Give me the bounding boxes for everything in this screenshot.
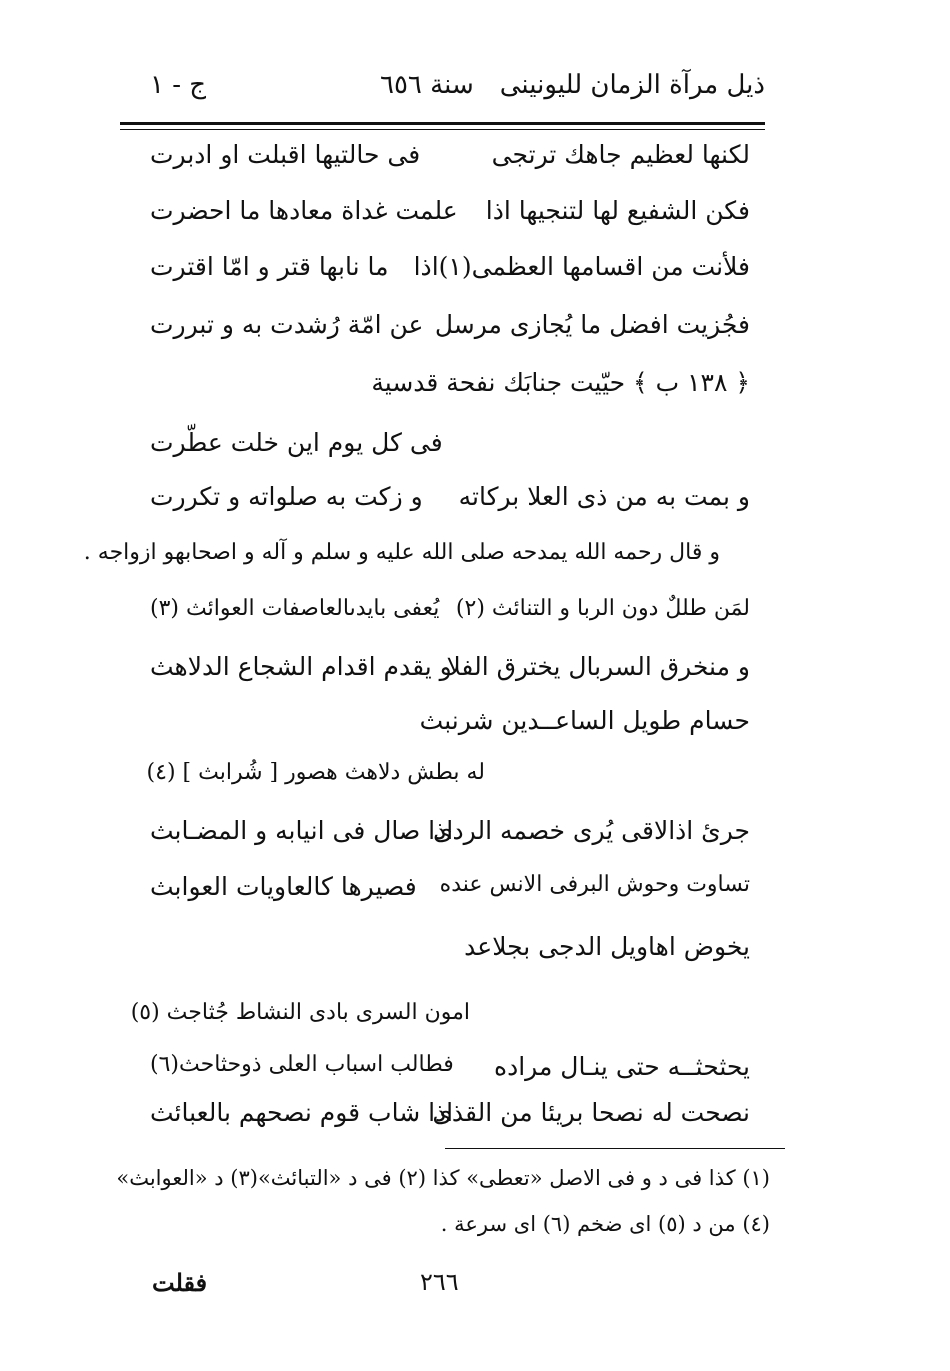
verse-4-second-hemistich: عن امّة رُشدت به و تبررت	[150, 310, 424, 339]
header-title: ذيل مرآة الزمان لليونينى	[499, 70, 765, 100]
footnote-rule	[445, 1148, 785, 1149]
verse-7-first-hemistich: و بمت به من ذى العلا بركاته	[458, 482, 750, 511]
verse-18-first-hemistich: نصحت له نصحا بريئا من القذى	[432, 1098, 750, 1127]
running-header	[125, 70, 765, 114]
footnote-line-2: (٤) من د (٥) اى ضخم (٦) اى سرعة .	[440, 1212, 770, 1236]
verse-1-first-hemistich: لكنها لعظيم جاهك ترتجى	[491, 140, 750, 169]
verse-7-second-hemistich: و زكت به صلواته و تكررت	[150, 482, 423, 511]
verse-16-line: امون السرى بادى النشاط جُثاجث (٥)	[130, 1000, 470, 1025]
verse-3-second-hemistich: ما نابها قتر و امّا اقترت	[150, 252, 389, 281]
catchword: فقلت	[152, 1268, 208, 1297]
verse-3-first-hemistich: فلأنت من اقسامها العظمى(١)اذا	[413, 252, 750, 281]
page-number: ٢٦٦	[420, 1268, 459, 1296]
verse-10-second-hemistich: و يقدم اقدام الشجاع الدلاهث	[150, 652, 452, 681]
verse-4-first-hemistich: فجُزيت افضل ما يُجازى مرسل	[434, 310, 750, 339]
verse-2-second-hemistich: علمت غداة معادها ما احضرت	[150, 196, 458, 225]
verse-12-line: له بطش دلاهث هصور [ شُرابث ] (٤)	[146, 760, 485, 785]
header-rule-thin	[120, 129, 765, 130]
verse-10-first-hemistich: و منخرق السربال يخترق الفلا	[446, 652, 750, 681]
verse-2-first-hemistich: فكن الشفيع لها لتنجيها اذا	[485, 196, 750, 225]
verse-6-line: فى كل يوم اين خلت عطّرت	[150, 428, 443, 457]
verse-13-second-hemistich: اذا صال فى انيابه و المضـابث	[150, 816, 454, 845]
verse-9-first-hemistich: لمَن طللٌ دون الربا و التنائث (٢)	[455, 596, 750, 621]
verse-9-second-hemistich: يُعفى بايدىالعاصفات العوائث (٣)	[150, 596, 440, 621]
header-year: سنة ٦٥٦	[380, 70, 474, 100]
verse-15-line: يخوض اهاويل الدجى بجلاعد	[464, 932, 750, 961]
header-volume: ج - ١	[150, 70, 207, 100]
verse-11-line: حسام طويل الساعــدين شرنبث	[419, 706, 750, 735]
verse-14-second-hemistich: فصيرها كالعاويات العوابث	[150, 872, 417, 901]
verse-18-second-hemistich: اذا شاب قوم نصحهم بالعبائث	[150, 1098, 454, 1127]
prose-intro-line: و قال رحمه الله يمدحه صلى الله عليه و سلم و آله و اصحابهو ازواجه .	[83, 540, 720, 565]
verse-13-first-hemistich: جرئ اذالاقى يُرى خصمه الردى	[432, 816, 750, 845]
verse-5-line: ﴿ ١٣٨ ب ﴾ حيّيت جنابَك نفحة قدسية	[371, 368, 750, 397]
footnote-line-1: (١) كذا فى د و فى الاصل «تعطى» كذا (٢) فى د «التبائث»(٣) د «العوابث»	[116, 1166, 770, 1190]
verse-14-first-hemistich: تساوت وحوش البرفى الانس عنده	[439, 872, 750, 897]
verse-1-second-hemistich: فى حالتيها اقبلت او ادبرت	[150, 140, 421, 169]
header-rule	[120, 122, 765, 125]
verse-17-second-hemistich: فطالب اسباب العلى ذوحثاحث(٦)	[150, 1052, 454, 1077]
verse-17-first-hemistich: يحثحثــه حتى ينـال مراده	[493, 1052, 750, 1081]
